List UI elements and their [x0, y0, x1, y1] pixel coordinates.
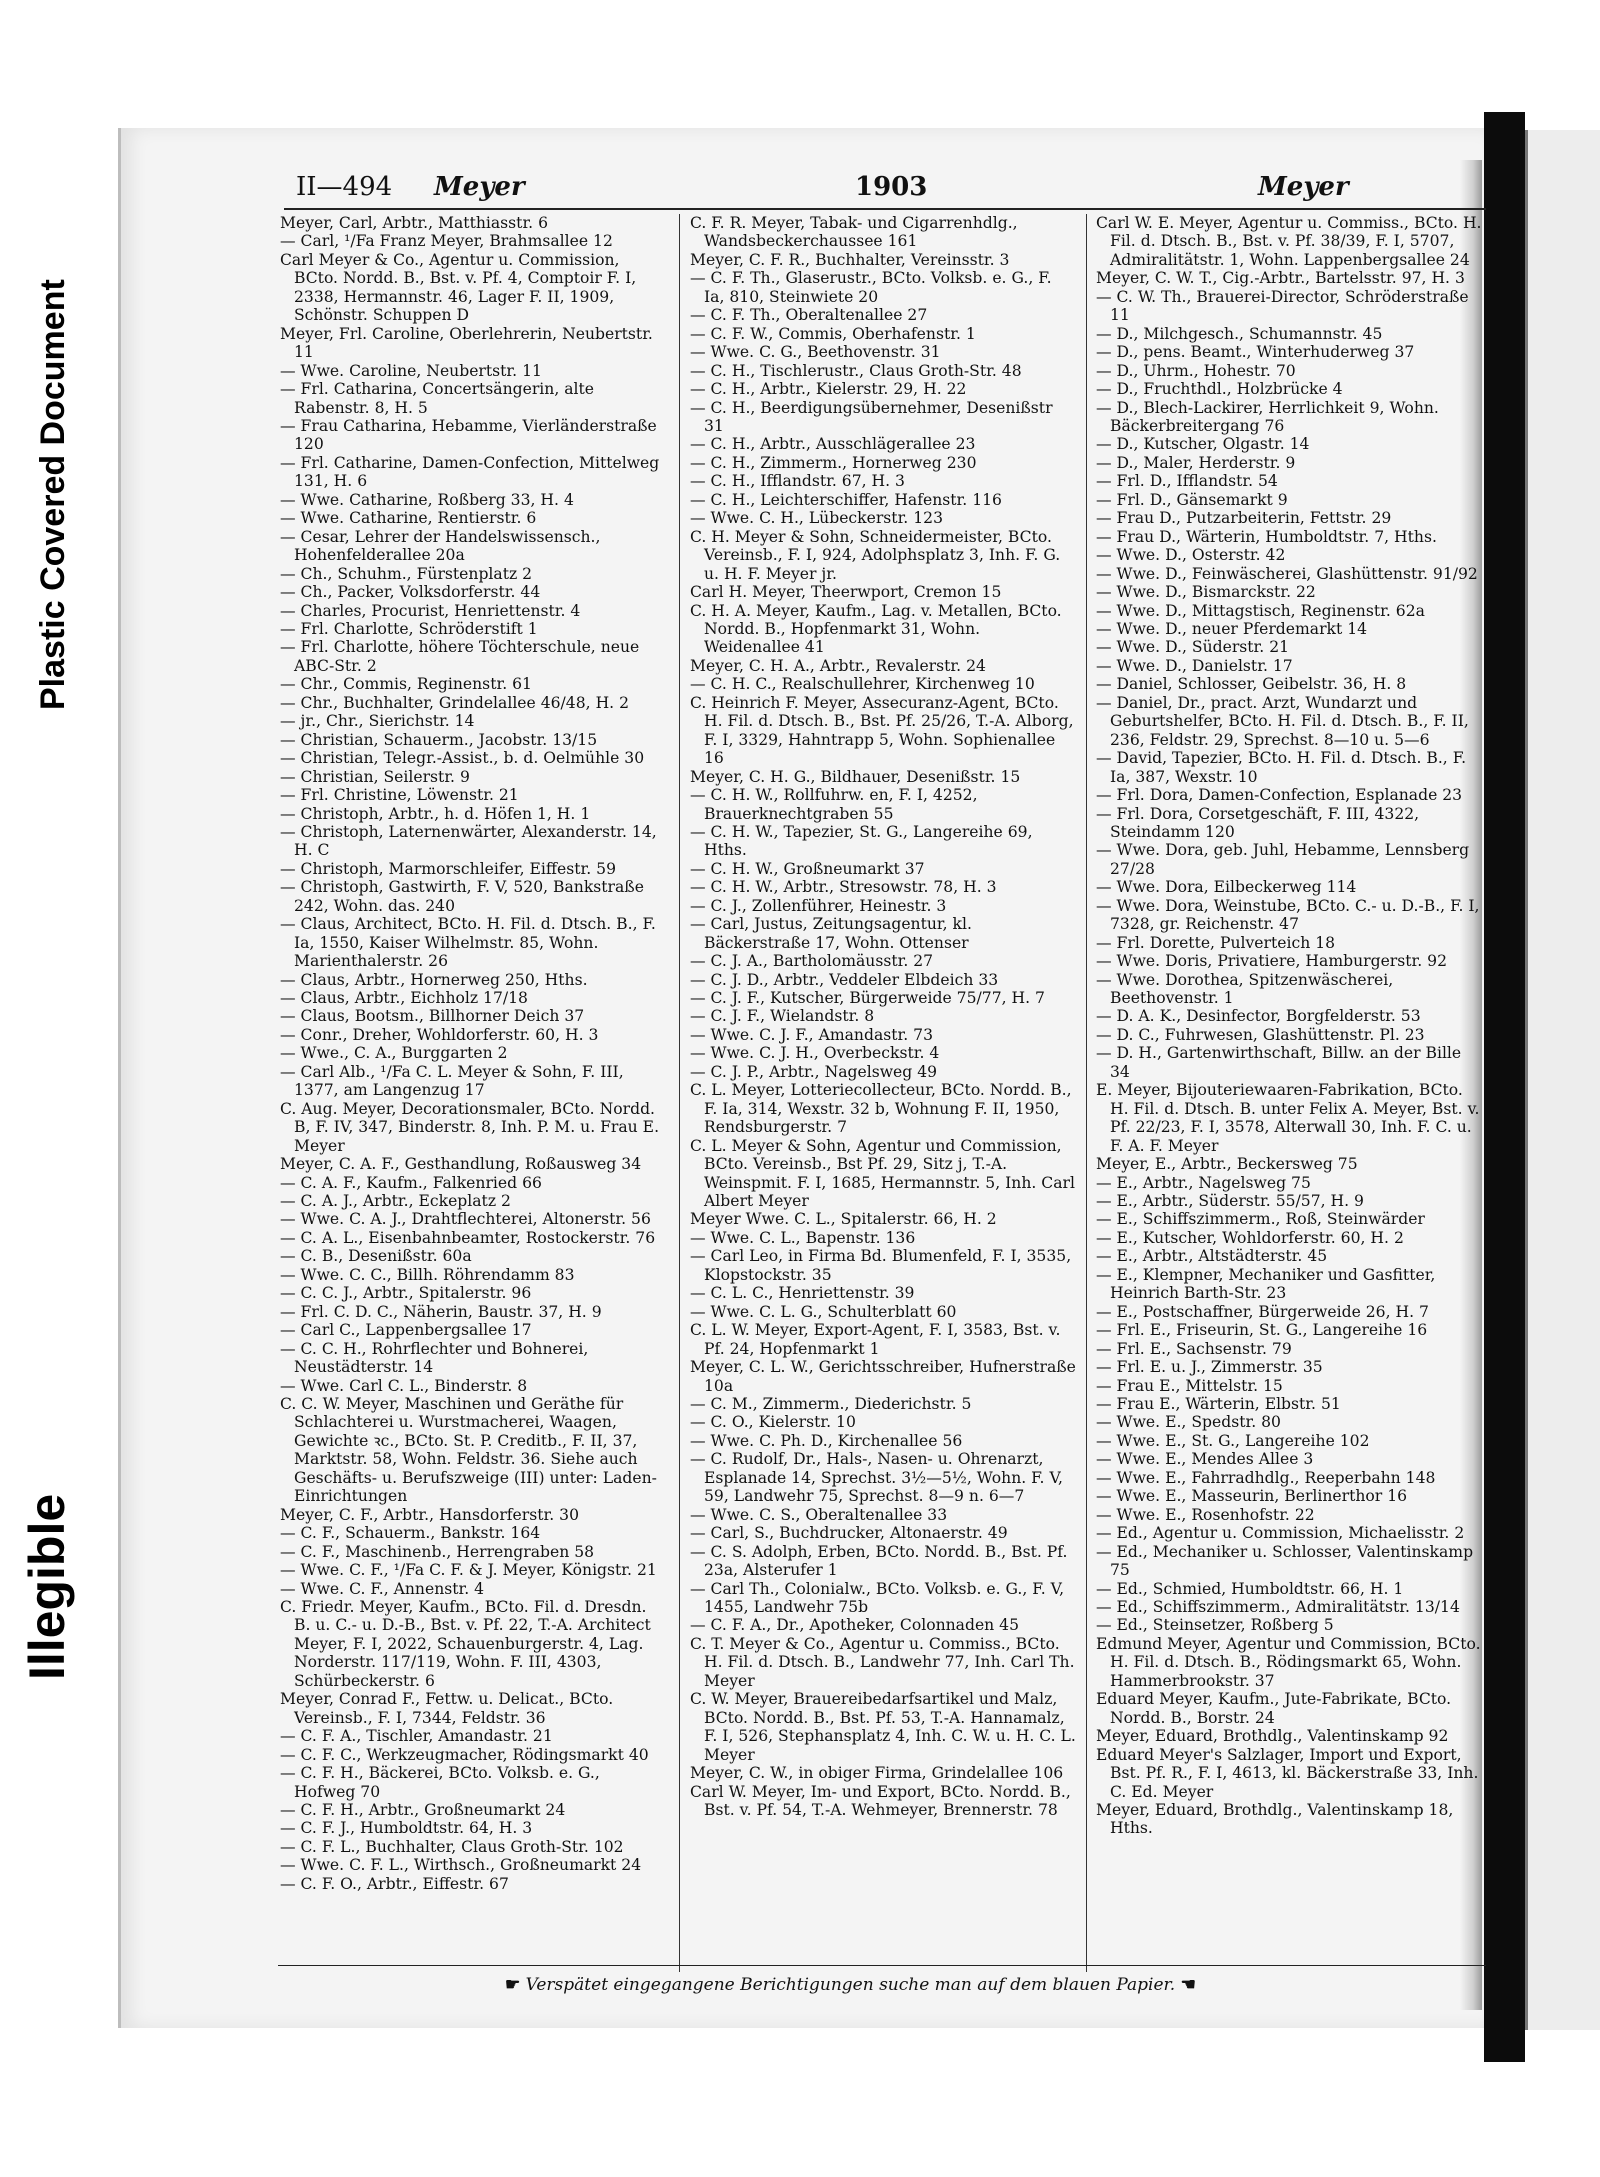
directory-entry: — Wwe. C. F., Annenstr. 4 — [280, 1579, 485, 1598]
directory-entry: — Wwe. C. J. F., Amandastr. 73 — [690, 1025, 934, 1044]
directory-entry: — Claus, Bootsm., Billhorner Deich 37 — [280, 1007, 585, 1026]
directory-entry: Meyer, Eduard, Brothdlg., Valentinskamp 18, Hths. — [1096, 1800, 1454, 1838]
directory-entry: — C. S. Adolph, Erben, BCto. Nordd. B., Bst. Pf. 23a, Alsterufer 1 — [690, 1542, 1068, 1580]
directory-entry: — Wwe., C. A., Burggarten 2 — [280, 1044, 508, 1063]
pointing-hand-left-icon: ☛ — [505, 1975, 521, 1995]
directory-entry: — Wwe. C. G., Beethovenstr. 31 — [690, 343, 941, 362]
running-head-year: 1903 — [855, 172, 928, 202]
directory-entry: — C. H., Zimmerm., Hornerweg 230 — [690, 453, 977, 472]
directory-entry: — Ed., Agentur u. Commission, Michaelisstr. 2 — [1096, 1524, 1465, 1543]
directory-entry: — Wwe. E., Rosenhofstr. 22 — [1096, 1505, 1315, 1524]
directory-entry: — Frl. Dorette, Pulverteich 18 — [1096, 933, 1336, 952]
directory-entry: Meyer, C. L. W., Gerichtsschreiber, Hufnerstraße 10a — [690, 1358, 1076, 1395]
directory-entry: — Wwe. C. F. L., Wirthsch., Großneumarkt 24 — [280, 1856, 642, 1875]
directory-entry: — Claus, Arbtr., Hornerweg 250, Hths. — [280, 970, 588, 989]
directory-entry: Carl H. Meyer, Theerwport, Cremon 15 — [690, 583, 1002, 602]
directory-entry: — C. H. W., Großneumarkt 37 — [690, 859, 925, 878]
directory-entry: — Carl, ¹/Fa Franz Meyer, Brahmsallee 12 — [280, 232, 613, 251]
directory-entry: — C. J. A., Bartholomäusstr. 27 — [690, 952, 934, 971]
directory-entry: — Ed., Schiffszimmerm., Admiralitätstr. 13/14 — [1096, 1597, 1460, 1616]
directory-entry: — Carl Th., Colonialw., BCto. Volksb. e. G., F. V, 1455, Landwehr 75b — [690, 1579, 1065, 1616]
directory-entry: — Wwe. Carl C. L., Binderstr. 8 — [280, 1376, 528, 1395]
directory-entry: — C. F. H., Bäckerei, BCto. Volksb. e. G., Hofweg 70 — [280, 1764, 600, 1801]
directory-entry: — Chr., Buchhalter, Grindelallee 46/48, H. 2 — [280, 693, 630, 712]
directory-entry: — C. A. F., Kaufm., Falkenried 66 — [280, 1173, 542, 1192]
directory-entry: — Frl. E. u. J., Zimmerstr. 35 — [1096, 1358, 1323, 1377]
directory-entry: — C. H., Beerdigungsübernehmer, Desenißstr 31 — [690, 398, 1053, 435]
directory-entry: Meyer, C. F. R., Buchhalter, Vereinsstr. 3 — [690, 250, 1010, 269]
directory-entry: Meyer, C. F., Arbtr., Hansdorferstr. 30 — [280, 1505, 579, 1524]
directory-entry: — C. B., Desenißstr. 60a — [280, 1247, 472, 1266]
directory-entry: Meyer, Conrad F., Fettw. u. Delicat., BCto. Vereinsb., F. I, 7344, Feldstr. 36 — [280, 1690, 614, 1727]
directory-entry: — C. F. L., Buchhalter, Claus Groth-Str. 102 — [280, 1837, 624, 1856]
directory-entry: — Frau Catharina, Hebamme, Vierländerstraße 120 — [280, 416, 657, 454]
scan-dark-edge — [1484, 112, 1525, 2062]
directory-entry: — Wwe. Dorothea, Spitzenwäscherei, Beethovenstr. 1 — [1096, 970, 1394, 1008]
directory-entry: — C. J. F., Wielandstr. 8 — [690, 1007, 875, 1026]
directory-entry: — C. H. W., Tapezier, St. G., Langereihe 69, Hths. — [690, 822, 1033, 860]
directory-entry: — Wwe. Catharine, Roßberg 33, H. 4 — [280, 490, 574, 509]
header-rule — [284, 208, 1486, 210]
directory-entry: — D., pens. Beamt., Winterhuderweg 37 — [1096, 343, 1415, 362]
directory-entry: — D., Milchgesch., Schumannstr. 45 — [1096, 324, 1383, 343]
directory-entry: — C. H. W., Arbtr., Stresowstr. 78, H. 3 — [690, 878, 997, 897]
directory-entry: — Wwe. C. L., Bapenstr. 136 — [690, 1228, 916, 1247]
directory-entry: — Wwe. C. S., Oberaltenallee 33 — [690, 1505, 948, 1524]
directory-entry: — Frl. D., Ifflandstr. 54 — [1096, 472, 1278, 491]
directory-entry: — Ed., Schmied, Humboldtstr. 66, H. 1 — [1096, 1579, 1404, 1598]
directory-entry: — Carl, Justus, Zeitungsagentur, kl. Bäckerstraße 17, Wohn. Ottenser — [690, 915, 972, 952]
directory-entry: C. C. W. Meyer, Maschinen und Geräthe für Schlachterei u. Wurstmacherei, Waagen, Gewichte ꝛc., BCto. St. P. Creditb., F. II, 37, Marktstr. 58, Wohn. Feldstr. 36. Siehe auch Geschäfts- u. Berufszweige (III) unter: Laden-Einrichtungen — [280, 1395, 657, 1506]
directory-entry: — David, Tapezier, BCto. H. Fil. d. Dtsch. B., F. Ia, 387, Wexstr. 10 — [1096, 749, 1467, 786]
footer-rule — [278, 1965, 1486, 1966]
pointing-hand-right-icon: ☚ — [1180, 1975, 1196, 1995]
directory-entry: C. Heinrich F. Meyer, Assecuranz-Agent, BCto. H. Fil. d. Dtsch. B., Bst. Pf. 25/26, T.-A. Alborg, F. I, 3329, Hahntrapp 5, Wohn. Sophienallee 16 — [690, 693, 1074, 768]
directory-entry: — Christian, Telegr.-Assist., b. d. Oelmühle 30 — [280, 749, 645, 768]
directory-entry: — Wwe. C. A. J., Drahtflechterei, Altonerstr. 56 — [280, 1210, 651, 1229]
directory-entry: — Wwe. Doris, Privatiere, Hamburgerstr. 92 — [1096, 952, 1448, 971]
directory-entry: — C. J. F., Kutscher, Bürgerweide 75/77, H. 7 — [690, 989, 1045, 1008]
directory-entry: — Wwe. D., Danielstr. 17 — [1096, 656, 1293, 675]
directory-entry: — Chr., Commis, Reginenstr. 61 — [280, 675, 532, 694]
directory-entry: — D., Uhrm., Hohestr. 70 — [1096, 361, 1296, 380]
directory-entry: — Frl. D., Gänsemarkt 9 — [1096, 490, 1288, 509]
directory-entry: — Conr., Dreher, Wohldorferstr. 60, H. 3 — [280, 1025, 599, 1044]
directory-entry: — Frl. E., Sachsenstr. 79 — [1096, 1339, 1292, 1358]
directory-entry: C. H. Meyer & Sohn, Schneidermeister, BCto. Vereinsb., F. I, 924, Adolphsplatz 3, Inh. F. G. u. H. F. Meyer jr. — [690, 527, 1061, 583]
directory-entry: — Wwe. C. C., Billh. Röhrendamm 83 — [280, 1265, 575, 1284]
directory-entry: — Wwe. C. H., Lübeckerstr. 123 — [690, 509, 943, 528]
directory-entry: — Wwe. C. Ph. D., Kirchenallee 56 — [690, 1431, 963, 1450]
directory-entry: — Christoph, Arbtr., h. d. Höfen 1, H. 1 — [280, 804, 591, 823]
directory-entry: — Frl. Catharine, Damen-Confection, Mittelweg 131, H. 6 — [280, 453, 660, 491]
directory-entry: — Wwe. D., Bismarckstr. 22 — [1096, 583, 1316, 602]
directory-entry: — C. F. H., Arbtr., Großneumarkt 24 — [280, 1800, 566, 1819]
directory-entry: Meyer, Carl, Arbtr., Matthiasstr. 6 — [280, 214, 549, 232]
side-label-plastic: Plastic Covered Document — [34, 279, 72, 710]
directory-entry: — Ch., Schuhm., Fürstenplatz 2 — [280, 564, 533, 583]
directory-entry: — Wwe. E., Fahrradhdlg., Reeperbahn 148 — [1096, 1468, 1436, 1487]
next-page-edge — [1525, 130, 1600, 2030]
directory-entry: Meyer, C. A. F., Gesthandlung, Roßausweg 34 — [280, 1155, 642, 1174]
directory-entry: C. W. Meyer, Brauereibedarfsartikel und Malz, BCto. Nordd. B., Bst. Pf. 53, T.-A. Hannamalz, F. I, 526, Stephansplatz 4, Inh. C. W. u. H. C. L. Meyer — [690, 1690, 1076, 1764]
directory-entry: — C. H., Arbtr., Ausschlägerallee 23 — [690, 435, 976, 454]
directory-entry: — Carl, S., Buchdrucker, Altonaerstr. 49 — [690, 1524, 1008, 1543]
directory-entry: — C. H., Arbtr., Kielerstr. 29, H. 22 — [690, 380, 967, 399]
directory-entry: — Ed., Mechaniker u. Schlosser, Valentinskamp 75 — [1096, 1542, 1474, 1580]
directory-entry: — C. H., Ifflandstr. 67, H. 3 — [690, 472, 905, 491]
directory-entry: — Frl. Dora, Corsetgeschäft, F. III, 4322, Steindamm 120 — [1096, 804, 1420, 841]
directory-entry: C. Aug. Meyer, Decorationsmaler, BCto. Nordd. B, F. IV, 347, Binderstr. 8, Inh. P. M. u. Frau E. Meyer — [280, 1099, 660, 1155]
directory-entry: — Frau D., Wärterin, Humboldtstr. 7, Hths. — [1096, 527, 1437, 546]
directory-entry: C. F. R. Meyer, Tabak- und Cigarrenhdlg., Wandsbeckerchaussee 161 — [690, 214, 1018, 251]
directory-entry: — Christoph, Marmorschleifer, Eiffestr. 59 — [280, 859, 616, 878]
directory-column-2 — [688, 214, 1078, 1819]
directory-entry: — Wwe. Dora, Weinstube, BCto. C.- u. D.-B., F. I, 7328, gr. Reichenstr. 47 — [1096, 896, 1480, 934]
directory-column-1 — [278, 214, 668, 1893]
directory-entry: — C. F. A., Tischler, Amandastr. 21 — [280, 1727, 553, 1746]
directory-entry: — C. C. H., Rohrflechter und Bohnerei, Neustädterstr. 14 — [280, 1339, 589, 1377]
directory-entry: — D., Blech-Lackirer, Herrlichkeit 9, Wohn. Bäckerbreitergang 76 — [1096, 398, 1439, 435]
directory-entry: — Wwe. C. J. H., Overbeckstr. 4 — [690, 1044, 940, 1063]
directory-entry: — Carl Alb., ¹/Fa C. L. Meyer & Sohn, F. III, 1377, am Langenzug 17 — [280, 1062, 624, 1100]
page-number: II—494 — [296, 172, 393, 202]
directory-entry: Eduard Meyer, Kaufm., Jute-Fabrikate, BCto. Nordd. B., Borstr. 24 — [1096, 1690, 1452, 1727]
directory-entry: — D. A. K., Desinfector, Borgfelderstr. 53 — [1096, 1007, 1421, 1026]
directory-entry: — C. F. Th., Glaserustr., BCto. Volksb. e. G., F. Ia, 810, Steinwiete 20 — [690, 269, 1052, 306]
directory-entry: — D. C., Fuhrwesen, Glashüttenstr. Pl. 23 — [1096, 1025, 1425, 1044]
directory-entry: — Daniel, Schlosser, Geibelstr. 36, H. 8 — [1096, 675, 1407, 694]
directory-entry: — Frl. Charlotte, höhere Töchterschule, neue ABC-Str. 2 — [280, 638, 640, 675]
directory-entry: Meyer, Eduard, Brothdlg., Valentinskamp 92 — [1096, 1727, 1449, 1746]
directory-entry: — Frl. E., Friseurin, St. G., Langereihe 16 — [1096, 1321, 1428, 1340]
directory-entry: — C. Rudolf, Dr., Hals-, Nasen- u. Ohrenarzt, Esplanade 14, Sprechst. 3½—5½, Wohn. F. V, 59, Landwehr 75, Sprechst. 8—9 n. 6—7 — [690, 1450, 1063, 1506]
directory-entry: — C. F. A., Dr., Apotheker, Colonnaden 45 — [690, 1616, 1020, 1635]
directory-entry: — Wwe. D., Mittagstisch, Reginenstr. 62a — [1096, 601, 1425, 620]
directory-entry: — Wwe. Dora, Eilbeckerweg 114 — [1096, 878, 1357, 897]
directory-entry: — C. J., Zollenführer, Heinestr. 3 — [690, 896, 947, 915]
directory-entry: Meyer, C. H. G., Bildhauer, Desenißstr. 15 — [690, 767, 1021, 786]
directory-entry: — C. F. O., Arbtr., Eiffestr. 67 — [280, 1874, 509, 1893]
directory-entry: — Frl. Dora, Damen-Confection, Esplanade 23 — [1096, 786, 1463, 805]
directory-entry: — C. F. Th., Oberaltenallee 27 — [690, 306, 928, 325]
directory-entry: — Wwe. Catharine, Rentierstr. 6 — [280, 509, 537, 528]
side-label-illegible: Illegible — [19, 1493, 75, 1680]
directory-entry: Meyer, C. W., in obiger Firma, Grindelallee 106 — [690, 1764, 1064, 1783]
directory-entry: Carl Meyer & Co., Agentur u. Commission, BCto. Nordd. B., Bst. v. Pf. 4, Comptoir F. I, 2338, Hermannstr. 46, Lager F. II, 1909, Schönstr. Schuppen D — [280, 250, 637, 325]
running-head-left: Meyer — [434, 172, 525, 202]
directory-entry: — Carl C., Lappenbergsallee 17 — [280, 1321, 532, 1340]
directory-entry: Eduard Meyer's Salzlager, Import und Export, Bst. Pf. R., F. I, 4613, kl. Bäckerstraße 33, Inh. C. Ed. Meyer — [1096, 1745, 1479, 1801]
directory-entry: — Wwe. Caroline, Neubertstr. 11 — [280, 361, 542, 380]
directory-entry: — Daniel, Dr., pract. Arzt, Wundarzt und Geburtshelfer, BCto. H. Fil. d. Dtsch. B., F. II, 236, Feldstr. 29, Sprechst. 8—10 u. 5—6 — [1096, 693, 1469, 749]
directory-entry: — C. W. Th., Brauerei-Director, Schröderstraße 11 — [1096, 287, 1469, 325]
directory-entry: — C. F. C., Werkzeugmacher, Rödingsmarkt 40 — [280, 1745, 649, 1764]
directory-entry: — E., Klempner, Mechaniker und Gasfitter, Heinrich Barth-Str. 23 — [1096, 1265, 1436, 1303]
directory-entry: Carl W. E. Meyer, Agentur u. Commiss., BCto. H. Fil. d. Dtsch. B., Bst. v. Pf. 38/39, F. I, 5707, Admiralitätstr. 1, Wohn. Lappenbergsallee 24 — [1096, 214, 1482, 269]
directory-entry: — Wwe. E., Mendes Allee 3 — [1096, 1450, 1314, 1469]
directory-entry: — Christoph, Gastwirth, F. V, 520, Bankstraße 242, Wohn. das. 240 — [280, 878, 644, 915]
directory-entry: — Frl. Catharina, Concertsängerin, alte Rabenstr. 8, H. 5 — [280, 380, 595, 417]
directory-entry: — D., Kutscher, Olgastr. 14 — [1096, 435, 1310, 454]
directory-entry: — Frau E., Wärterin, Elbstr. 51 — [1096, 1395, 1341, 1413]
directory-entry: — Wwe. D., Süderstr. 21 — [1096, 638, 1290, 657]
directory-entry: — C. H. C., Realschullehrer, Kirchenweg 10 — [690, 675, 1035, 694]
directory-entry: — C. C. J., Arbtr., Spitalerstr. 96 — [280, 1284, 532, 1303]
directory-entry: C. L. W. Meyer, Export-Agent, F. I, 3583, Bst. v. Pf. 24, Hopfenmarkt 1 — [690, 1321, 1061, 1358]
directory-entry: Meyer, C. H. A., Arbtr., Revalerstr. 24 — [690, 656, 986, 675]
directory-entry: C. L. Meyer, Lotteriecollecteur, BCto. Nordd. B., F. Ia, 314, Wexstr. 32 b, Wohnung F. II, 1950, Rendsburgerstr. 7 — [690, 1081, 1072, 1137]
directory-entry: Meyer, E., Arbtr., Beckersweg 75 — [1096, 1155, 1358, 1174]
directory-column-3 — [1094, 214, 1484, 1838]
directory-entry: — Claus, Arbtr., Eichholz 17/18 — [280, 989, 528, 1008]
directory-entry: — Christian, Schauerm., Jacobstr. 13/15 — [280, 730, 598, 749]
directory-entry: C. L. Meyer & Sohn, Agentur und Commission, BCto. Vereinsb., Bst Pf. 29, Sitz j, T.-A. Weinspmit. F. I, 1685, Hermannstr. 5, Inh. Carl Albert Meyer — [690, 1136, 1075, 1211]
directory-entry: — Carl Leo, in Firma Bd. Blumenfeld, F. I, 3535, Klopstockstr. 35 — [690, 1247, 1072, 1284]
directory-entry: — Wwe. C. L. G., Schulterblatt 60 — [690, 1302, 957, 1321]
directory-entry: — Wwe. C. F., ¹/Fa C. F. & J. Meyer, Königstr. 21 — [280, 1561, 657, 1580]
directory-entry: — C. L. C., Henriettenstr. 39 — [690, 1284, 915, 1303]
directory-entry: — Christian, Seilerstr. 9 — [280, 767, 470, 786]
directory-entry: — E., Kutscher, Wohldorferstr. 60, H. 2 — [1096, 1228, 1404, 1247]
footer-note-text: Verspätet eingegangene Berichtigungen suche man auf dem blauen Papier. — [525, 1975, 1176, 1995]
directory-entry: — Wwe. D., neuer Pferdemarkt 14 — [1096, 619, 1368, 638]
directory-entry: — E., Arbtr., Nagelsweg 75 — [1096, 1173, 1311, 1192]
directory-entry: — E., Schiffszimmerm., Roß, Steinwärder — [1096, 1210, 1425, 1229]
directory-entry: — C. A. J., Arbtr., Eckeplatz 2 — [280, 1192, 511, 1211]
directory-entry: C. T. Meyer & Co., Agentur u. Commiss., BCto. H. Fil. d. Dtsch. B., Landwehr 77, Inh. Carl Th. Meyer — [690, 1634, 1075, 1690]
directory-entry: E. Meyer, Bijouteriewaaren-Fabrikation, BCto. H. Fil. d. Dtsch. B. unter Felix A. Meyer, Bst. v. Pf. 22/23, F. I, 3578, Alterwall 30, Inh. F. C. u. F. A. F. Meyer — [1096, 1081, 1480, 1155]
directory-entry: C. Friedr. Meyer, Kaufm., BCto. Fil. d. Dresdn. B. u. C.- u. D.-B., Bst. v. Pf. 22, T.-A. Architect Meyer, F. I, 2022, Schauenburgerstr. 4, Lag. Norderstr. 117/119, Wohn. F. III, 4303, Schürbeckerstr. 6 — [280, 1597, 651, 1690]
directory-entry: — Frau D., Putzarbeiterin, Fettstr. 29 — [1096, 509, 1392, 528]
directory-entry: Meyer, C. W. T., Cig.-Arbtr., Bartelsstr. 97, H. 3 — [1096, 269, 1465, 288]
directory-entry: — E., Arbtr., Süderstr. 55/57, H. 9 — [1096, 1192, 1364, 1211]
directory-entry: — Charles, Procurist, Henriettenstr. 4 — [280, 601, 581, 620]
directory-entry: — C. H. W., Rollfuhrw. en, F. I, 4252, Brauerknechtgraben 55 — [690, 786, 978, 823]
directory-entry: — Wwe. E., Spedstr. 80 — [1096, 1413, 1281, 1432]
directory-entry: Edmund Meyer, Agentur und Commission, BCto. H. Fil. d. Dtsch. B., Rödingsmarkt 65, Wohn. Hammerbrookstr. 37 — [1096, 1634, 1481, 1690]
directory-entry: — Wwe. Dora, geb. Juhl, Hebamme, Lennsberg 27/28 — [1096, 841, 1470, 878]
directory-entry: C. H. A. Meyer, Kaufm., Lag. v. Metallen, BCto. Nordd. B., Hopfenmarkt 31, Wohn. Weidenallee 41 — [690, 601, 1062, 657]
column-divider — [679, 214, 680, 1972]
directory-entry: — E., Arbtr., Altstädterstr. 45 — [1096, 1247, 1328, 1266]
running-head-right: Meyer — [1258, 172, 1349, 202]
directory-entry: Meyer Wwe. C. L., Spitalerstr. 66, H. 2 — [690, 1210, 997, 1229]
directory-entry: — D. H., Gartenwirthschaft, Billw. an der Bille 34 — [1096, 1044, 1462, 1081]
directory-entry: — C. H., Tischlerustr., Claus Groth-Str. 48 — [690, 361, 1022, 380]
directory-entry: — Frl. C. D. C., Näherin, Baustr. 37, H. 9 — [280, 1302, 602, 1321]
directory-entry: — D., Maler, Herderstr. 9 — [1096, 453, 1296, 472]
directory-entry: — C. F., Schauerm., Bankstr. 164 — [280, 1524, 541, 1543]
directory-entry: — C. F. J., Humboldtstr. 64, H. 3 — [280, 1819, 533, 1838]
directory-entry: — Ch., Packer, Volksdorferstr. 44 — [280, 583, 541, 602]
directory-entry: — C. O., Kielerstr. 10 — [690, 1413, 856, 1432]
directory-entry: Meyer, Frl. Caroline, Oberlehrerin, Neubertstr. 11 — [280, 324, 653, 362]
directory-entry: — Ed., Steinsetzer, Roßberg 5 — [1096, 1616, 1334, 1635]
directory-entry: — E., Postschaffner, Bürgerweide 26, H. 7 — [1096, 1302, 1429, 1321]
directory-entry: — Frl. Christine, Löwenstr. 21 — [280, 786, 519, 805]
directory-entry: — C. H., Leichterschiffer, Hafenstr. 116 — [690, 490, 1002, 509]
directory-entry: — D., Fruchthdl., Holzbrücke 4 — [1096, 380, 1343, 399]
directory-entry: — C. F. W., Commis, Oberhafenstr. 1 — [690, 324, 976, 343]
directory-entry: — Wwe. E., Masseurin, Berlinerthor 16 — [1096, 1487, 1408, 1506]
directory-entry: — C. J. P., Arbtr., Nagelsweg 49 — [690, 1062, 938, 1081]
directory-entry: — Frl. Charlotte, Schröderstift 1 — [280, 619, 538, 638]
directory-entry: — Claus, Architect, BCto. H. Fil. d. Dtsch. B., F. Ia, 1550, Kaiser Wilhelmstr. 85, Wohn. Marienthalerstr. 26 — [280, 915, 656, 971]
directory-entry: — jr., Chr., Sierichstr. 14 — [280, 712, 475, 731]
directory-entry: — C. A. L., Eisenbahnbeamter, Rostockerstr. 76 — [280, 1228, 656, 1247]
directory-entry: — Wwe. E., St. G., Langereihe 102 — [1096, 1431, 1370, 1450]
directory-entry: — C. M., Zimmerm., Diederichstr. 5 — [690, 1395, 972, 1413]
footer-note — [505, 1975, 1196, 1995]
directory-entry: — Christoph, Laternenwärter, Alexanderstr. 14, H. C — [280, 822, 657, 860]
directory-entry: Carl W. Meyer, Im- und Export, BCto. Nordd. B., Bst. v. Pf. 54, T.-A. Wehmeyer, Brennerstr. 78 — [690, 1782, 1071, 1819]
directory-entry: — Wwe. D., Feinwäscherei, Glashüttenstr. 91/92 — [1096, 564, 1478, 583]
directory-entry: — Frau E., Mittelstr. 15 — [1096, 1376, 1283, 1395]
directory-entry: — C. J. D., Arbtr., Veddeler Elbdeich 33 — [690, 970, 999, 989]
directory-entry: — C. F., Maschinenb., Herrengraben 58 — [280, 1542, 595, 1561]
directory-entry: — Cesar, Lehrer der Handelswissensch., Hohenfelderallee 20a — [280, 527, 601, 565]
directory-entry: — Wwe. D., Osterstr. 42 — [1096, 546, 1286, 565]
column-divider — [1086, 214, 1087, 1972]
